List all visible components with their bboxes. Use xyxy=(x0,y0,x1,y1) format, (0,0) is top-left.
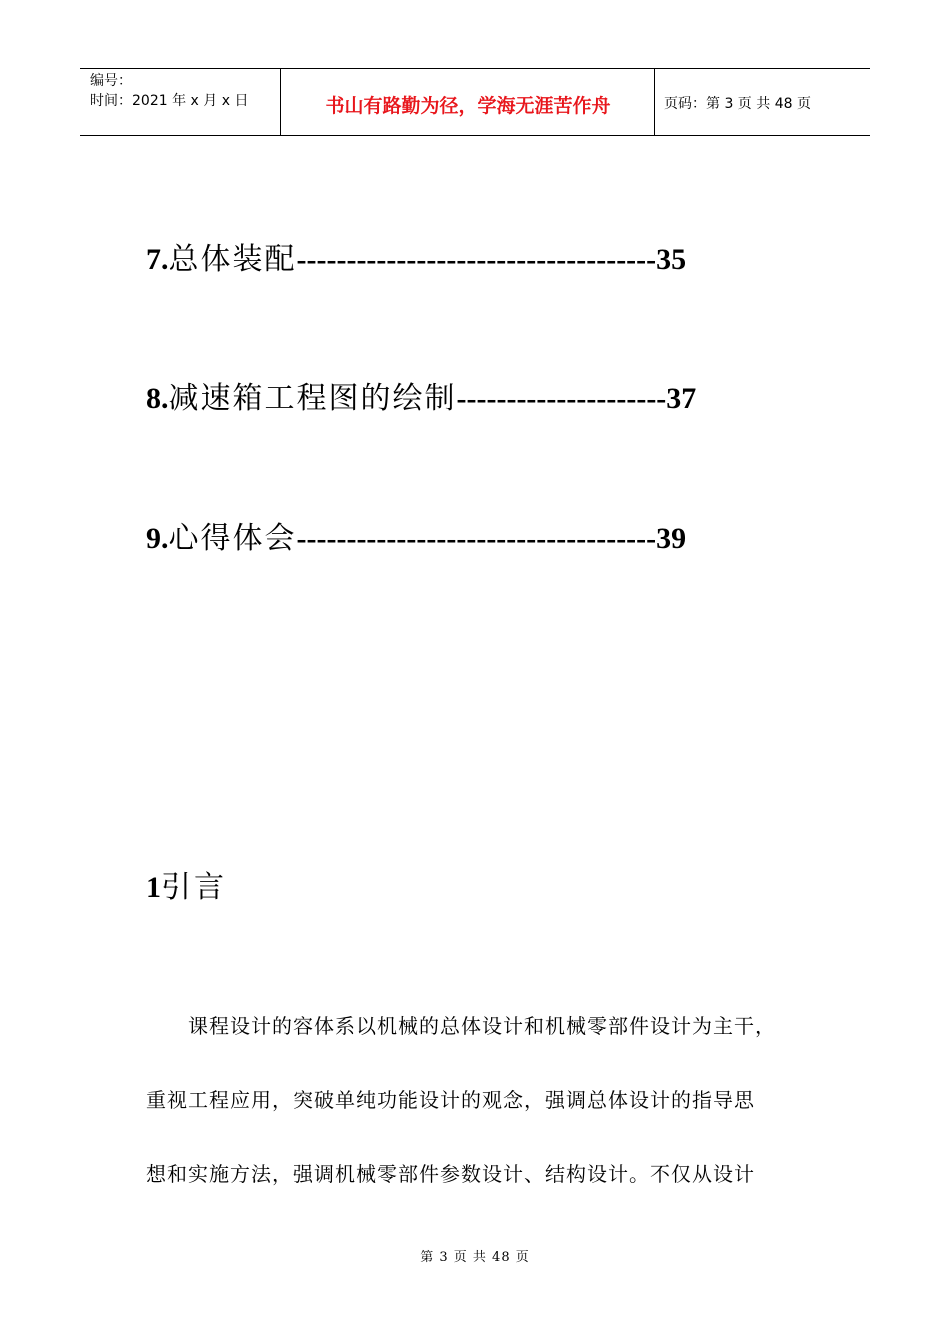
body-paragraph-line: 课程设计的容体系以机械的总体设计和机械零部件设计为主干， xyxy=(146,1014,776,1038)
toc-entry-leader: --------------------- xyxy=(456,382,667,415)
body-paragraph-line: 想和实施方法，强调机械零部件参数设计、结构设计。不仅从设计 xyxy=(146,1162,755,1186)
toc-entry-8 xyxy=(146,373,696,417)
section-number: 1 xyxy=(146,871,161,904)
header-page-info: 页码：第 3 页 共 48 页 xyxy=(664,96,811,112)
page-header xyxy=(80,68,870,136)
toc-entry-leader: ------------------------------------ xyxy=(296,522,657,555)
toc-entry-title: 减速箱工程图的绘制 xyxy=(168,381,457,416)
header-number-label: 编号： xyxy=(90,73,132,89)
section-title: 引言 xyxy=(161,870,227,905)
toc-entry-7 xyxy=(146,234,686,278)
toc-entry-title: 心得体会 xyxy=(168,521,297,556)
toc-entry-title: 总体装配 xyxy=(168,242,297,277)
header-divider-left xyxy=(280,69,281,135)
toc-entry-9 xyxy=(146,513,686,557)
toc-entry-leader: ------------------------------------ xyxy=(296,243,657,276)
body-paragraph-line: 重视工程应用，突破单纯功能设计的观念，强调总体设计的指导思 xyxy=(146,1088,755,1112)
header-meta xyxy=(90,71,248,111)
toc-entry-page: 35 xyxy=(656,243,687,276)
toc-entry-page: 37 xyxy=(666,382,697,415)
section-heading xyxy=(146,862,227,906)
toc-entry-number: 7. xyxy=(146,243,169,276)
header-motto: 书山有路勤为径，学海无涯苦作舟 xyxy=(325,95,611,117)
page-footer: 第 3 页 共 48 页 xyxy=(420,1250,530,1265)
header-date-label: 时间：2021 年 x 月 x 日 xyxy=(90,93,249,109)
toc-entry-number: 9. xyxy=(146,522,169,555)
header-divider-right xyxy=(654,69,655,135)
toc-entry-page: 39 xyxy=(656,522,687,555)
toc-entry-number: 8. xyxy=(146,382,169,415)
